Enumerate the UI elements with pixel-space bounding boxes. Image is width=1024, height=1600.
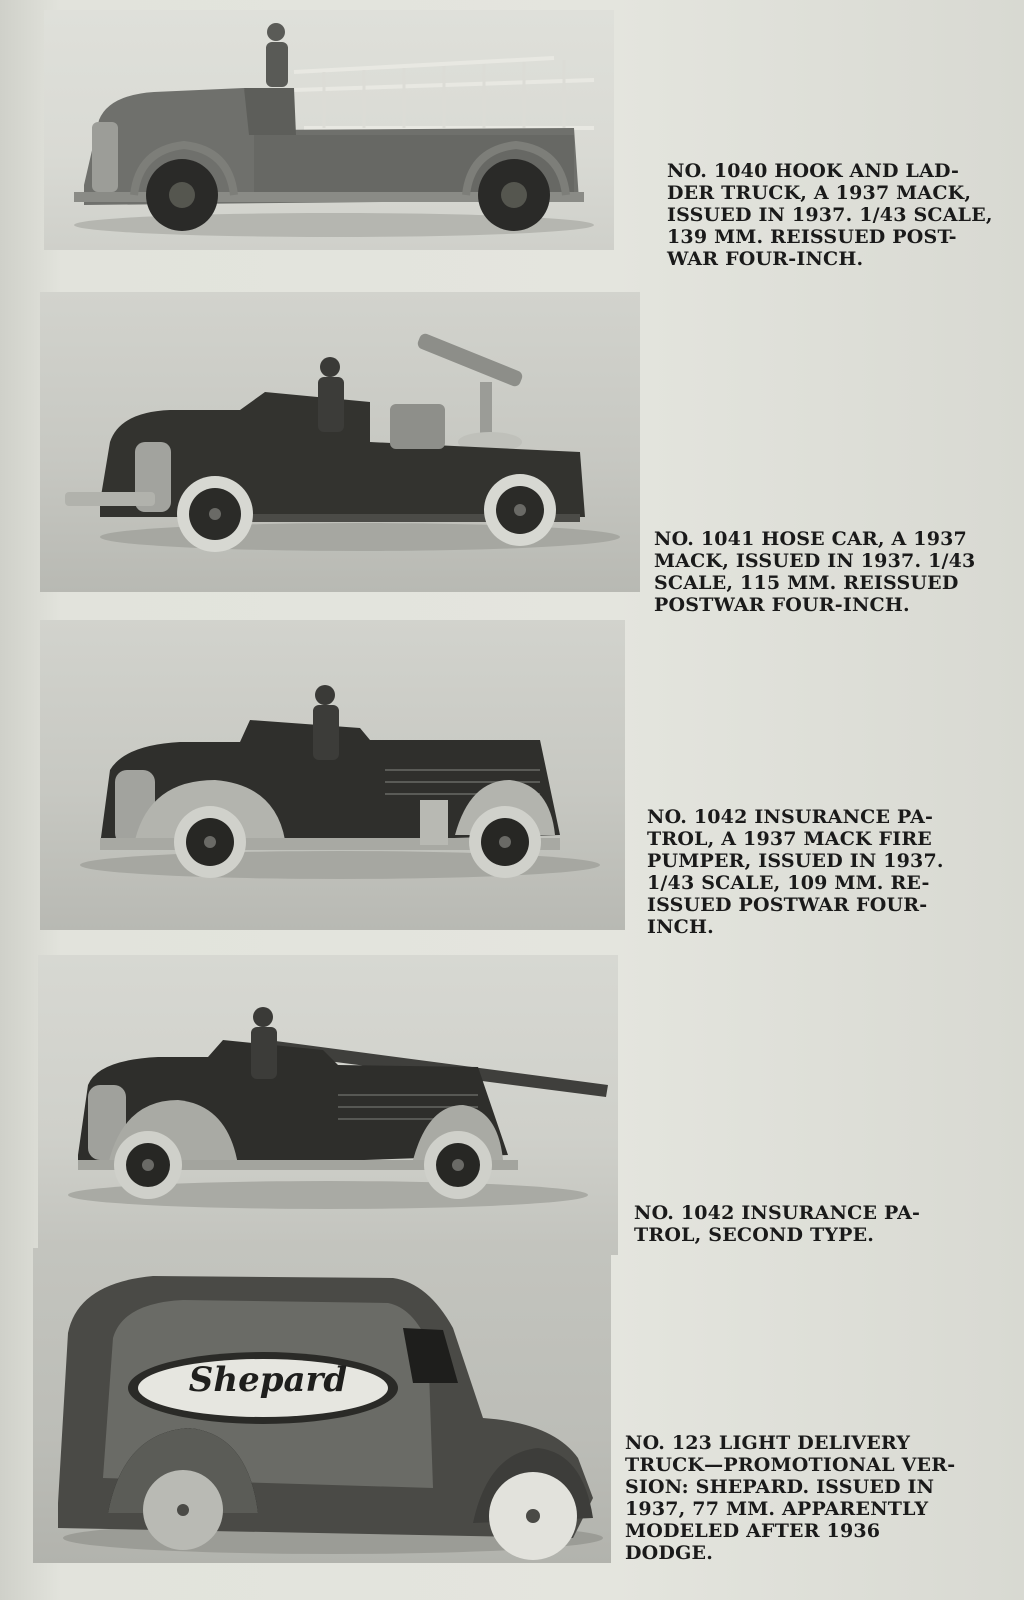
caption-1042-second-type: NO. 1042 INSURANCE PA- TROL, SECOND TYPE.: [634, 1202, 921, 1246]
hose-car-image: [40, 292, 640, 592]
caption-1042-first: NO. 1042 INSURANCE PA- TROL, A 1937 MACK FIRE PUMPER, ISSUED IN 1937. 1/43 SCALE, 109 MM. RE- ISSUED POSTWAR FOUR- INCH.: [647, 806, 944, 938]
caption-1040: NO. 1040 HOOK AND LAD- DER TRUCK, A 1937 MACK, ISSUED IN 1937. 1/43 SCALE, 139 MM. REISSUED POST- WAR FOUR-INCH.: [667, 160, 993, 270]
photo-hook-and-ladder-truck: [44, 10, 614, 250]
hook-and-ladder-truck-image: [44, 10, 614, 250]
insurance-patrol-second-type-image: [38, 955, 618, 1255]
photo-insurance-patrol-second-type: [38, 955, 618, 1255]
light-delivery-truck-image: [33, 1248, 611, 1563]
photo-hose-car: [40, 292, 640, 592]
caption-1041: NO. 1041 HOSE CAR, A 1937 MACK, ISSUED IN 1937. 1/43 SCALE, 115 MM. REISSUED POSTWAR FOUR-INCH.: [654, 528, 976, 616]
photo-insurance-patrol: [40, 620, 625, 930]
shepard-logo: Shepard: [188, 1360, 348, 1400]
photo-light-delivery-truck: [33, 1248, 611, 1563]
insurance-patrol-image: [40, 620, 625, 930]
caption-123: NO. 123 LIGHT DELIVERY TRUCK—PROMOTIONAL VER- SION: SHEPARD. ISSUED IN 1937, 77 MM. APPARENTLY MODELED AFTER 1936 DODGE.: [625, 1432, 956, 1564]
